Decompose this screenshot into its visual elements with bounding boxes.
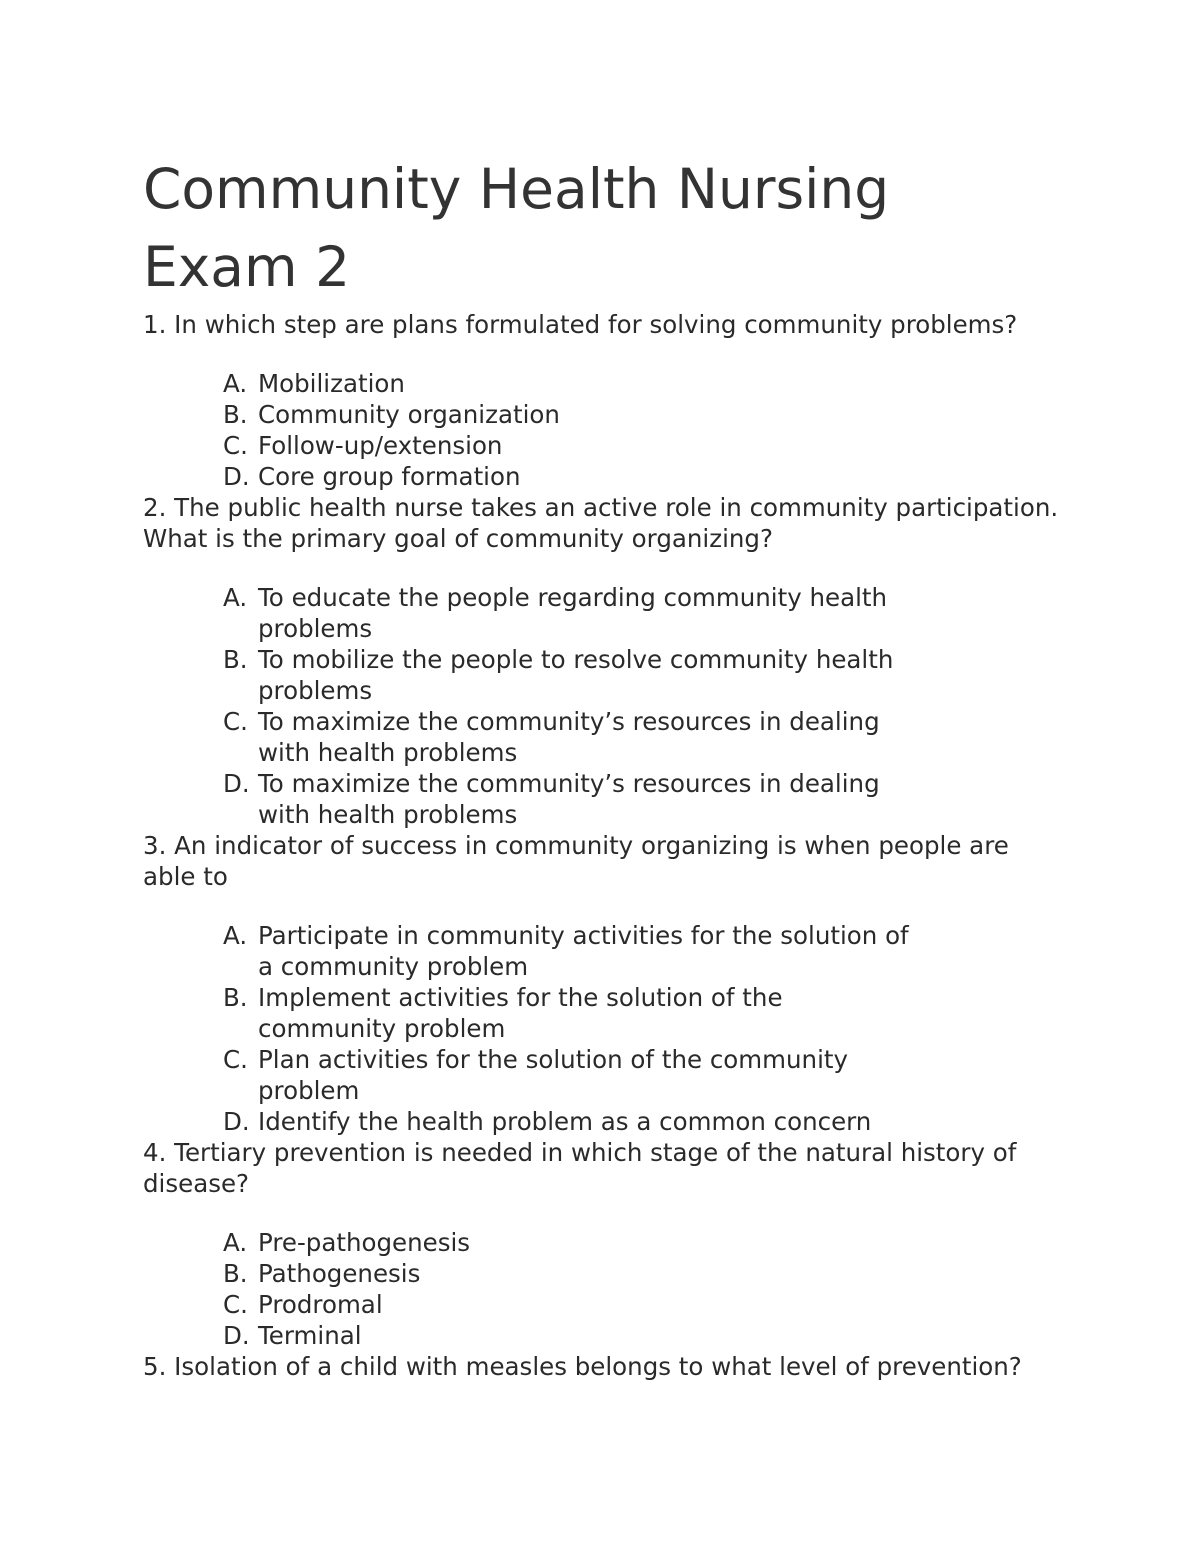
option-text: Core group formation bbox=[258, 462, 521, 491]
option-item bbox=[223, 706, 1060, 768]
option-item bbox=[223, 430, 1060, 461]
option-text: Plan activities for the solution of the community problem bbox=[258, 1045, 848, 1105]
option-text: Prodromal bbox=[258, 1290, 383, 1319]
question-text: 3. An indicator of success in community organizing is when people are able to bbox=[143, 831, 1009, 891]
question-text: 2. The public health nurse takes an active role in community participation. What is the primary goal of community organizing? bbox=[143, 493, 1059, 553]
option-item bbox=[223, 1227, 1060, 1258]
option-text: Pre-pathogenesis bbox=[258, 1228, 471, 1257]
question-4 bbox=[143, 1137, 1060, 1351]
option-item bbox=[223, 582, 1060, 644]
option-letter: B. bbox=[223, 983, 248, 1012]
question-text: 4. Tertiary prevention is needed in which stage of the natural history of disease? bbox=[143, 1138, 1017, 1198]
document-title: Community Health Nursing Exam 2 bbox=[143, 157, 890, 299]
option-list bbox=[143, 920, 1060, 1137]
option-letter: A. bbox=[223, 1228, 248, 1257]
option-letter: D. bbox=[223, 462, 250, 491]
option-letter: B. bbox=[223, 1259, 248, 1288]
option-letter: A. bbox=[223, 583, 248, 612]
option-text: Participate in community activities for the solution of a community problem bbox=[258, 921, 909, 981]
option-letter: C. bbox=[223, 1045, 248, 1074]
option-item bbox=[223, 644, 1060, 706]
option-letter: D. bbox=[223, 1107, 250, 1136]
option-item bbox=[223, 1320, 1060, 1351]
option-item bbox=[223, 461, 1060, 492]
question-3 bbox=[143, 830, 1060, 1137]
option-text: Community organization bbox=[258, 400, 560, 429]
option-text: Terminal bbox=[258, 1321, 362, 1350]
option-text: Mobilization bbox=[258, 369, 405, 398]
option-letter: C. bbox=[223, 1290, 248, 1319]
option-letter: C. bbox=[223, 431, 248, 460]
question-text: 5. Isolation of a child with measles belongs to what level of prevention? bbox=[143, 1352, 1022, 1381]
option-item bbox=[223, 368, 1060, 399]
option-text: Follow-up/extension bbox=[258, 431, 503, 460]
option-text: To maximize the community’s resources in dealing with health problems bbox=[258, 707, 880, 767]
option-list bbox=[143, 1227, 1060, 1351]
option-text: To maximize the community’s resources in dealing with health problems bbox=[258, 769, 880, 829]
option-item bbox=[223, 982, 1060, 1044]
option-text: Pathogenesis bbox=[258, 1259, 421, 1288]
option-letter: A. bbox=[223, 369, 248, 398]
option-letter: A. bbox=[223, 921, 248, 950]
option-letter: B. bbox=[223, 645, 248, 674]
option-item bbox=[223, 768, 1060, 830]
question-list bbox=[143, 309, 1060, 1382]
option-item bbox=[223, 1289, 1060, 1320]
question-1 bbox=[143, 309, 1060, 492]
option-text: To mobilize the people to resolve community health problems bbox=[258, 645, 894, 705]
question-text: 1. In which step are plans formulated for solving community problems? bbox=[143, 310, 1018, 339]
question-5 bbox=[143, 1351, 1060, 1382]
option-letter: B. bbox=[223, 400, 248, 429]
option-text: To educate the people regarding community health problems bbox=[258, 583, 888, 643]
option-item bbox=[223, 1044, 1060, 1106]
option-letter: D. bbox=[223, 769, 250, 798]
option-item bbox=[223, 1106, 1060, 1137]
option-letter: D. bbox=[223, 1321, 250, 1350]
option-list bbox=[143, 582, 1060, 830]
question-2 bbox=[143, 492, 1060, 830]
option-item bbox=[223, 1258, 1060, 1289]
option-text: Implement activities for the solution of the community problem bbox=[258, 983, 783, 1043]
option-text: Identify the health problem as a common concern bbox=[258, 1107, 872, 1136]
option-list bbox=[143, 368, 1060, 492]
option-letter: C. bbox=[223, 707, 248, 736]
option-item bbox=[223, 920, 1060, 982]
option-item bbox=[223, 399, 1060, 430]
